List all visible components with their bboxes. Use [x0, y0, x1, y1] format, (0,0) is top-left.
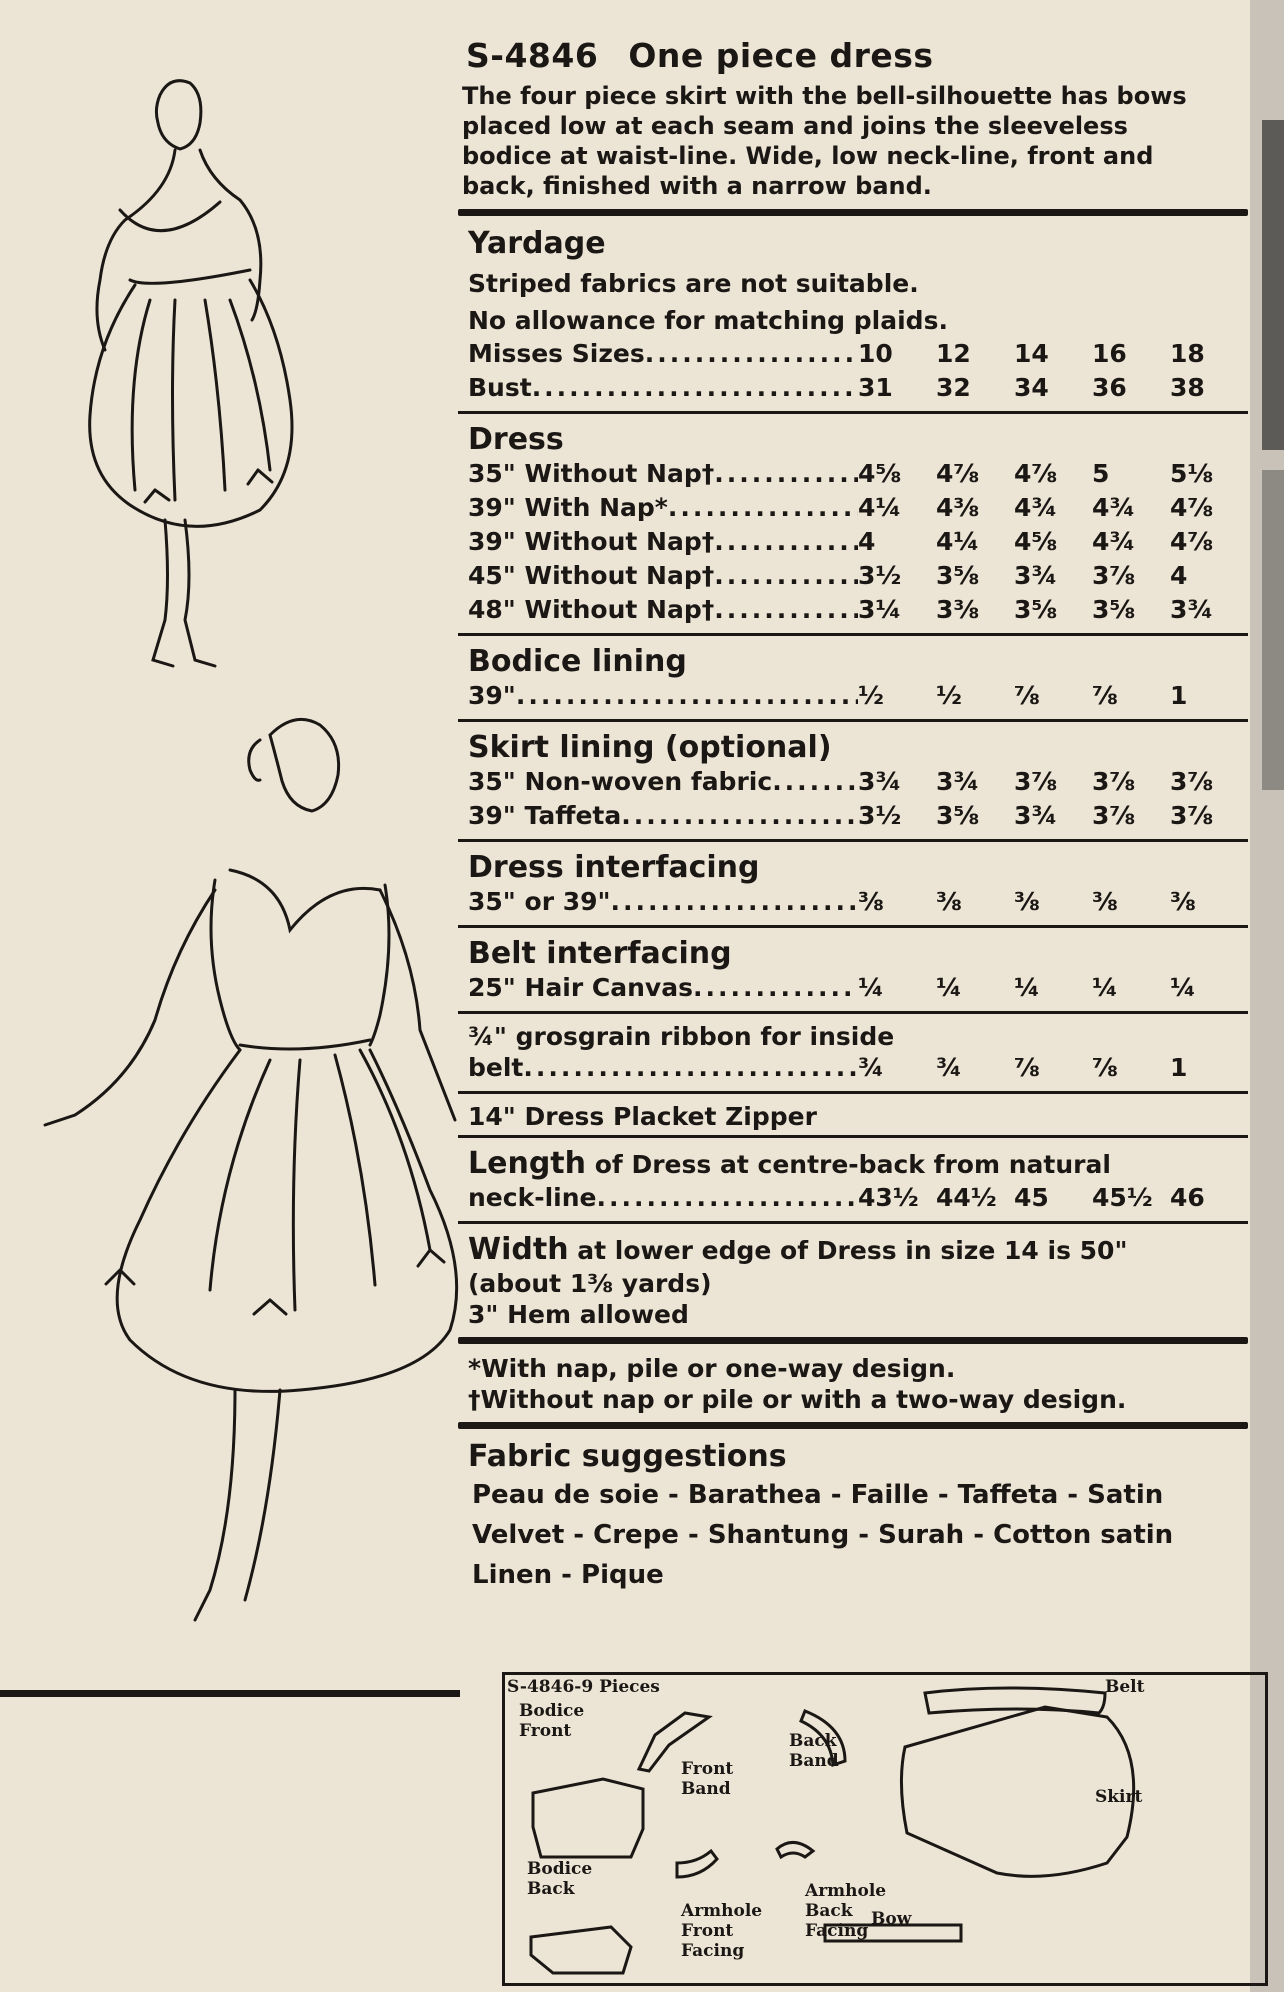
- ribbon-value: ¾: [936, 1053, 962, 1082]
- skirt-label: Skirt: [1095, 1787, 1143, 1807]
- yardage-value: 4¼: [858, 493, 902, 522]
- yardage-row-label: 35" Without Nap†: [468, 459, 715, 488]
- divider: [458, 1337, 1248, 1344]
- yardage-value: 4⅝: [1014, 527, 1058, 556]
- bust-label: Bust: [468, 373, 532, 402]
- yardage-value: 4: [1170, 561, 1188, 590]
- yardage-row: [468, 887, 1248, 921]
- yardage-value: 3⅝: [1014, 595, 1058, 624]
- ribbon-line: ¾" grosgrain ribbon for inside: [468, 1022, 895, 1051]
- armhole-front-piece: [677, 1851, 717, 1877]
- yardage-value: 3¾: [1014, 561, 1058, 590]
- length-heading: Length: [468, 1146, 586, 1181]
- bodice-front-label: Bodice Front: [519, 1701, 585, 1741]
- length-value: 44½: [936, 1183, 997, 1212]
- yardage-heading: Yardage: [468, 226, 606, 261]
- bust-value: 32: [936, 373, 971, 402]
- yardage-value: 4¾: [1092, 527, 1136, 556]
- yardage-value: 3¾: [936, 767, 980, 796]
- bodice-back-piece: [531, 1927, 631, 1973]
- bust-value: 38: [1170, 373, 1205, 402]
- size-value: 16: [1092, 339, 1127, 368]
- yardage-value: ⅞: [1014, 681, 1040, 710]
- size-value: 12: [936, 339, 971, 368]
- scan-edge-grey: [1262, 470, 1284, 790]
- yardage-value: 3⅞: [1092, 801, 1136, 830]
- yardage-row: [468, 767, 1248, 801]
- pieces-title: S-4846-9 Pieces: [507, 1677, 660, 1697]
- dress-illustrations: [0, 0, 500, 1700]
- armhole-back-piece: [777, 1842, 813, 1857]
- yardage-value: 3⅞: [1014, 767, 1058, 796]
- yardage-row-label: 35" Non-woven fabric: [468, 767, 773, 796]
- divider: [458, 1091, 1248, 1094]
- divider: [0, 1690, 460, 1697]
- divider: [458, 209, 1248, 216]
- ribbon-label: belt: [468, 1053, 524, 1082]
- scan-edge-dark: [1262, 120, 1284, 450]
- width-line: [468, 1232, 1248, 1267]
- yardage-row: [468, 681, 1248, 715]
- bow-label: Bow: [871, 1909, 912, 1929]
- yardage-value: 4¾: [1092, 493, 1136, 522]
- yardage-value: 5: [1092, 459, 1110, 488]
- dress-interfacing-heading: Dress interfacing: [468, 850, 760, 885]
- divider: [458, 633, 1248, 636]
- bodice-front-piece: [533, 1779, 643, 1857]
- yardage-value: 3¾: [1014, 801, 1058, 830]
- size-value: 18: [1170, 339, 1205, 368]
- yardage-row: [468, 459, 1248, 493]
- yardage-value: 4⅞: [936, 459, 980, 488]
- yardage-value: 3⅝: [936, 561, 980, 590]
- yardage-value: ¼: [858, 973, 884, 1002]
- fabric-line: Linen - Pique: [472, 1560, 664, 1590]
- yardage-row-label: 39": [468, 681, 516, 710]
- pattern-description: The four piece skirt with the bell-silhouette has bows placed low at each seam and joins the sleeveless bodice at waist-line. Wide, low neck-line, front and back, finished with a narrow band.: [462, 82, 1187, 200]
- yardage-row-label: 39" Taffeta: [468, 801, 622, 830]
- width-text: at lower edge of Dress in size 14 is 50": [577, 1236, 1128, 1265]
- divider: [458, 925, 1248, 928]
- yardage-value: 4⅞: [1014, 459, 1058, 488]
- belt-interfacing-heading: Belt interfacing: [468, 936, 732, 971]
- yardage-value: ⅜: [1170, 887, 1196, 916]
- sizes-row: [468, 339, 1248, 373]
- yardage-value: ⅜: [858, 887, 884, 916]
- back-view-illustration: [90, 81, 292, 666]
- hem-note: 3" Hem allowed: [468, 1300, 689, 1329]
- bust-value: 36: [1092, 373, 1127, 402]
- divider: [458, 1135, 1248, 1138]
- yardage-value: 3⅞: [1092, 561, 1136, 590]
- yardage-row: [468, 527, 1248, 561]
- ribbon-row: [468, 1053, 1248, 1087]
- yardage-value: 3⅞: [1170, 801, 1214, 830]
- bust-value: 31: [858, 373, 893, 402]
- pattern-info-column: [458, 36, 1248, 1594]
- yardage-value: ⅜: [1092, 887, 1118, 916]
- ribbon-value: ⅞: [1014, 1053, 1040, 1082]
- pattern-title: [466, 36, 1248, 75]
- yardage-value: ⅞: [1092, 681, 1118, 710]
- armhole-front-label: Armhole Front Facing: [681, 1901, 763, 1961]
- length-row: [468, 1183, 1248, 1217]
- size-value: 10: [858, 339, 893, 368]
- yardage-value: 3⅞: [1170, 767, 1214, 796]
- divider: [458, 1422, 1248, 1429]
- length-label: neck-line: [468, 1183, 597, 1212]
- width-yards: (about 1⅜ yards): [468, 1269, 712, 1298]
- yardage-value: 4⅞: [1170, 527, 1214, 556]
- bust-value: 34: [1014, 373, 1049, 402]
- ribbon-value: ⅞: [1092, 1053, 1118, 1082]
- footnote-nap: *With nap, pile or one-way design.: [468, 1354, 956, 1383]
- divider: [458, 719, 1248, 722]
- front-view-illustration: [45, 719, 457, 1620]
- size-value: 14: [1014, 339, 1049, 368]
- yardage-row-label: 39" Without Nap†: [468, 527, 715, 556]
- yardage-value: ¼: [1170, 973, 1196, 1002]
- fabric-line: Peau de soie - Barathea - Faille - Taffeta - Satin: [472, 1480, 1164, 1510]
- ribbon-value: 1: [1170, 1053, 1188, 1082]
- yardage-row: [468, 801, 1248, 835]
- yardage-value: 4⅝: [858, 459, 902, 488]
- width-heading: Width: [468, 1232, 569, 1267]
- length-value: 43½: [858, 1183, 919, 1212]
- length-value: 45½: [1092, 1183, 1153, 1212]
- yardage-value: ¼: [1014, 973, 1040, 1002]
- sizes-label: Misses Sizes: [468, 339, 645, 368]
- zipper-note: 14" Dress Placket Zipper: [468, 1102, 817, 1131]
- yardage-value: 1: [1170, 681, 1188, 710]
- yardage-row-label: 25" Hair Canvas: [468, 973, 693, 1002]
- yardage-row: [468, 493, 1248, 527]
- yardage-value: 3½: [858, 561, 902, 590]
- yardage-value: ¼: [936, 973, 962, 1002]
- yardage-value: ⅜: [936, 887, 962, 916]
- yardage-value: 4¼: [936, 527, 980, 556]
- yardage-value: ¼: [1092, 973, 1118, 1002]
- pattern-pieces-diagram: [502, 1672, 1268, 1986]
- length-line: [468, 1146, 1248, 1181]
- length-value: 46: [1170, 1183, 1205, 1212]
- yardage-value: 4⅜: [936, 493, 980, 522]
- yardage-row-label: 45" Without Nap†: [468, 561, 715, 590]
- bust-row: [468, 373, 1248, 407]
- pattern-name: One piece dress: [628, 36, 934, 75]
- yardage-value: 4: [858, 527, 876, 556]
- yardage-value: 3⅞: [1092, 767, 1136, 796]
- back-band-label: Back Band: [789, 1731, 839, 1771]
- yardage-row: [468, 973, 1248, 1007]
- front-band-label: Front Band: [681, 1759, 734, 1799]
- divider: [458, 1011, 1248, 1014]
- length-value: 45: [1014, 1183, 1049, 1212]
- yardage-row: [468, 561, 1248, 595]
- yardage-sections: [458, 422, 1248, 1014]
- dress-heading: Dress: [468, 422, 564, 457]
- length-text: of Dress at centre-back from natural: [594, 1150, 1111, 1179]
- divider: [458, 839, 1248, 842]
- yardage-value: 5⅛: [1170, 459, 1214, 488]
- divider: [458, 411, 1248, 414]
- fabric-heading: Fabric suggestions: [468, 1439, 787, 1474]
- divider: [458, 1221, 1248, 1224]
- yardage-note: No allowance for matching plaids.: [468, 306, 948, 335]
- yardage-value: ½: [936, 681, 962, 710]
- yardage-value: ½: [858, 681, 884, 710]
- ribbon-value: ¾: [858, 1053, 884, 1082]
- yardage-value: 3¼: [858, 595, 902, 624]
- yardage-value: 4⅞: [1170, 493, 1214, 522]
- bodice-lining-heading: Bodice lining: [468, 644, 687, 679]
- yardage-row: [468, 595, 1248, 629]
- yardage-row-label: 48" Without Nap†: [468, 595, 715, 624]
- yardage-row-label: 39" With Nap*: [468, 493, 668, 522]
- skirt-lining-heading: Skirt lining (optional): [468, 730, 832, 765]
- footnote-no-nap: †Without nap or pile or with a two-way design.: [468, 1385, 1127, 1414]
- yardage-value: 4¾: [1014, 493, 1058, 522]
- yardage-value: 3¾: [858, 767, 902, 796]
- yardage-value: 3¾: [1170, 595, 1214, 624]
- belt-piece: [925, 1688, 1105, 1713]
- yardage-value: 3⅝: [1092, 595, 1136, 624]
- pattern-code: S-4846: [466, 36, 599, 75]
- yardage-value: 3½: [858, 801, 902, 830]
- yardage-value: 3⅝: [936, 801, 980, 830]
- yardage-value: 3⅜: [936, 595, 980, 624]
- yardage-value: ⅜: [1014, 887, 1040, 916]
- armhole-back-label: Armhole Back Facing: [805, 1881, 887, 1941]
- yardage-row-label: 35" or 39": [468, 887, 611, 916]
- fabric-line: Velvet - Crepe - Shantung - Surah - Cotton satin: [472, 1520, 1174, 1550]
- bodice-back-label: Bodice Back: [527, 1859, 593, 1899]
- belt-label: Belt: [1105, 1677, 1145, 1697]
- yardage-note: Striped fabrics are not suitable.: [468, 269, 919, 298]
